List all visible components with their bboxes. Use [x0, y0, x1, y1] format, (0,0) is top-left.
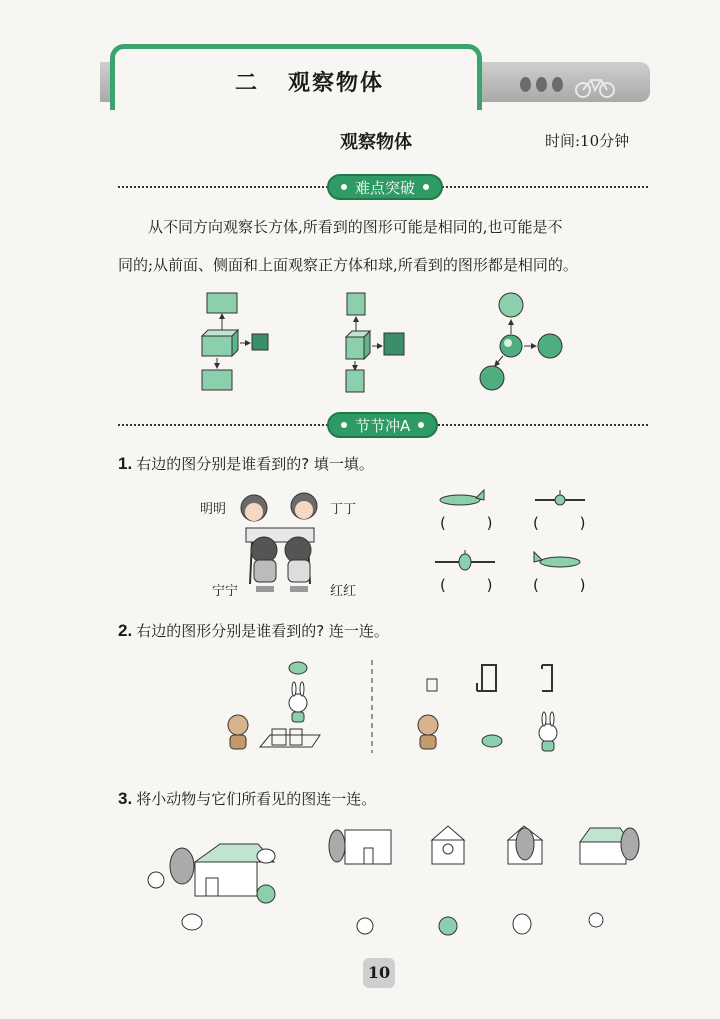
- sphere-diagram: [480, 293, 562, 390]
- chick-icon: [357, 918, 373, 934]
- chapter-number: 二: [235, 71, 260, 96]
- house-view-back-icon: [508, 826, 542, 864]
- airplane-front-view-icon: [535, 490, 585, 505]
- name-label: 红红: [330, 584, 357, 599]
- question-2: 2. 右边的图形分别是谁看到的? 连一连。: [118, 621, 389, 640]
- section-badge-practice: 节节冲A: [327, 412, 438, 438]
- duck-icon: [513, 914, 531, 934]
- tree-icon: [170, 848, 194, 884]
- cuboid-diagram: [202, 293, 268, 390]
- page-number: 10: [363, 958, 395, 988]
- bicycle-icon: [573, 76, 617, 98]
- view-shape: [542, 665, 552, 691]
- airplane-side-view-icon: [440, 490, 484, 505]
- house-view-top-icon: [580, 828, 639, 864]
- explanation-line-2: 同的;从前面、侧面和上面观察正方体和球,所看到的图形都是相同的。: [118, 256, 578, 274]
- observation-diagrams: [190, 288, 590, 398]
- animals-and-house-illustration: [140, 822, 660, 942]
- answer-blank[interactable]: ( ): [440, 514, 511, 532]
- cube-diagram: [346, 293, 404, 392]
- chick-icon: [148, 872, 164, 888]
- answer-blank[interactable]: ( ): [440, 576, 511, 594]
- airplane-top-view-icon: [435, 550, 495, 570]
- duck-icon: [182, 914, 202, 930]
- banner-decoration: [520, 76, 617, 98]
- view-shape: [477, 665, 496, 691]
- viewing-shapes-illustration: [220, 655, 580, 755]
- question-3: 3. 将小动物与它们所看见的图连一连。: [118, 789, 377, 808]
- duck-icon: [257, 849, 275, 863]
- house-view-side-icon: [432, 826, 464, 864]
- name-label: 明明: [200, 502, 227, 517]
- blocks-shape: [260, 729, 320, 747]
- chapter-name: 观察物体: [288, 71, 385, 96]
- rabbit-icon: [539, 712, 557, 751]
- answer-blank[interactable]: ( ): [533, 514, 604, 532]
- snail-icon: [439, 917, 457, 935]
- rabbit-icon: [289, 682, 307, 722]
- airplane-side-view-icon: [534, 552, 580, 567]
- name-label: 宁宁: [212, 584, 239, 599]
- chick-icon: [589, 913, 603, 927]
- answer-blank[interactable]: ( ): [533, 576, 604, 594]
- snail-icon: [257, 885, 275, 903]
- explanation-line-1: 从不同方向观察长方体,所看到的图形可能是相同的,也可能是不: [148, 218, 563, 236]
- children-at-table-illustration: [232, 488, 328, 598]
- name-label: 丁丁: [330, 502, 357, 517]
- monkey-icon: [418, 715, 438, 749]
- monkey-icon: [228, 715, 248, 749]
- chapter-title: [235, 66, 384, 97]
- view-shape: [427, 679, 437, 691]
- house-view-front-icon: [329, 830, 391, 864]
- lesson-title: 观察物体: [340, 132, 412, 153]
- airplane-views-bottom: [430, 548, 600, 578]
- bird-icon: [289, 662, 307, 674]
- time-label: 时间:10分钟: [545, 132, 630, 150]
- question-1: 1. 右边的图分别是谁看到的? 填一填。: [118, 454, 374, 473]
- bird-icon: [482, 735, 502, 747]
- section-badge-difficulty: 难点突破: [327, 174, 443, 200]
